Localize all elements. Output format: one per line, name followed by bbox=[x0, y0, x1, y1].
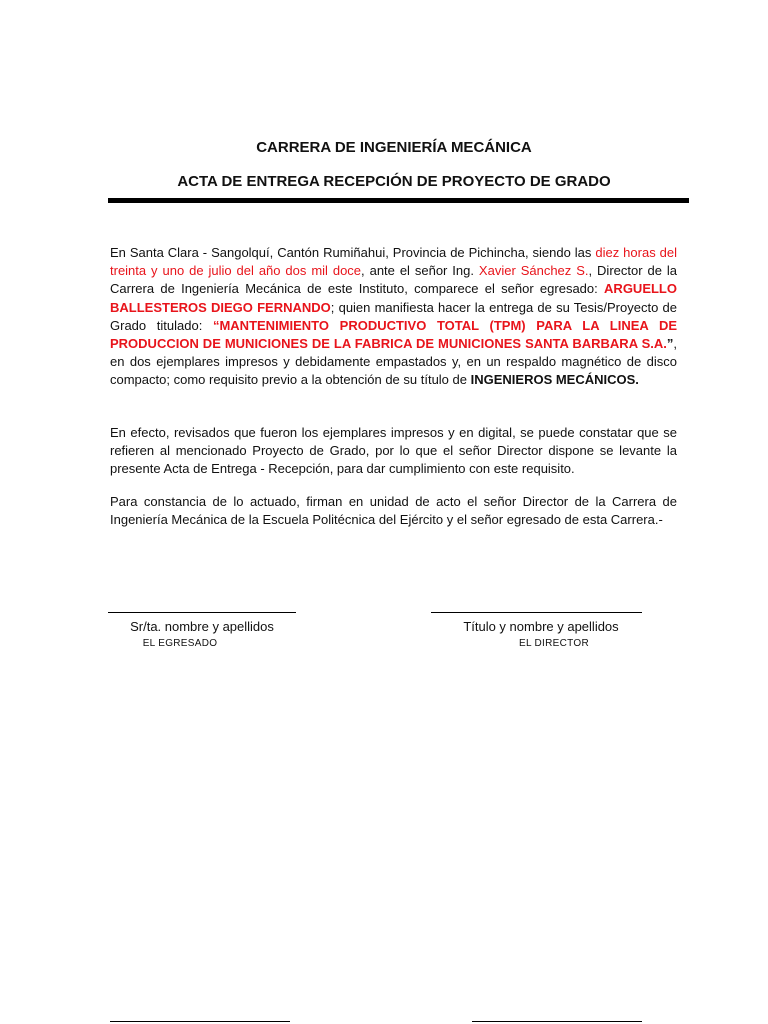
p1-text-5: , en dos ejemplares impresos y debidamente empastados y, en un respaldo magnético de disco compacto; como requisito previo a la obtención de su título de bbox=[110, 336, 677, 388]
header-divider bbox=[108, 198, 689, 203]
graduate-signature-line bbox=[108, 612, 296, 613]
p1-text-2: , ante el señor Ing. bbox=[361, 263, 479, 279]
p1-degree: INGENIEROS MECÁNICOS. bbox=[470, 372, 639, 388]
director-signature-line bbox=[431, 612, 642, 613]
director-signature-label: Título y nombre y apellidos bbox=[463, 619, 619, 634]
bottom-left-line bbox=[110, 1021, 290, 1022]
p1-text-4: ; quien manifiesta hacer la entrega de su Tesis/Proyecto de Grado titulado: bbox=[110, 299, 677, 333]
graduate-role: EL EGRESADO bbox=[142, 638, 218, 649]
act-title: ACTA DE ENTREGA RECEPCIÓN DE PROYECTO DE GRADO bbox=[177, 173, 611, 190]
director-role: EL DIRECTOR bbox=[519, 638, 589, 649]
career-title: CARRERA DE INGENIERÍA MECÁNICA bbox=[256, 139, 532, 156]
bottom-right-line bbox=[472, 1021, 642, 1022]
p1-text-1: En Santa Clara - Sangolquí, Cantón Rumiñahui, Provincia de Pichincha, siendo las bbox=[110, 245, 596, 260]
p1-text-3: , Director de la Carrera de Ingeniería Mecánica de este Instituto, comparece el señor egresado: bbox=[110, 263, 677, 297]
p1-close-quote: ” bbox=[666, 336, 674, 352]
p1-time: diez horas del treinta y uno de julio del año dos mil doce bbox=[110, 245, 677, 279]
paragraph-1 bbox=[110, 244, 677, 390]
paragraph-3: Para constancia de lo actuado, firman en unidad de acto el señor Director de la Carrera de Ingeniería Mecánica de la Escuela Politécnica del Ejército y el señor egresado de esta Carrera.- bbox=[110, 494, 677, 528]
paragraph-2: En efecto, revisados que fueron los ejemplares impresos y en digital, se puede constatar que se refieren al mencionado Proyecto de Grado, por lo que el señor Director dispone se levante la presente Acta de Entrega - Recepción, para dar cumplimiento con este requisito. bbox=[110, 425, 677, 477]
p1-director-name: Xavier Sánchez S. bbox=[478, 263, 589, 279]
p1-graduate-name: ARGUELLO BALLESTEROS DIEGO FERNANDO bbox=[110, 281, 677, 315]
p1-thesis-title: MANTENIMIENTO PRODUCTIVO TOTAL (TPM) PARA LA LINEA DE PRODUCCION DE MUNICIONES DE LA FABRICA DE MUNICIONES SANTA BARBARA S.A. bbox=[110, 317, 677, 352]
graduate-signature-label: Sr/ta. nombre y apellidos bbox=[130, 619, 274, 634]
p1-open-quote: “ bbox=[212, 317, 220, 333]
